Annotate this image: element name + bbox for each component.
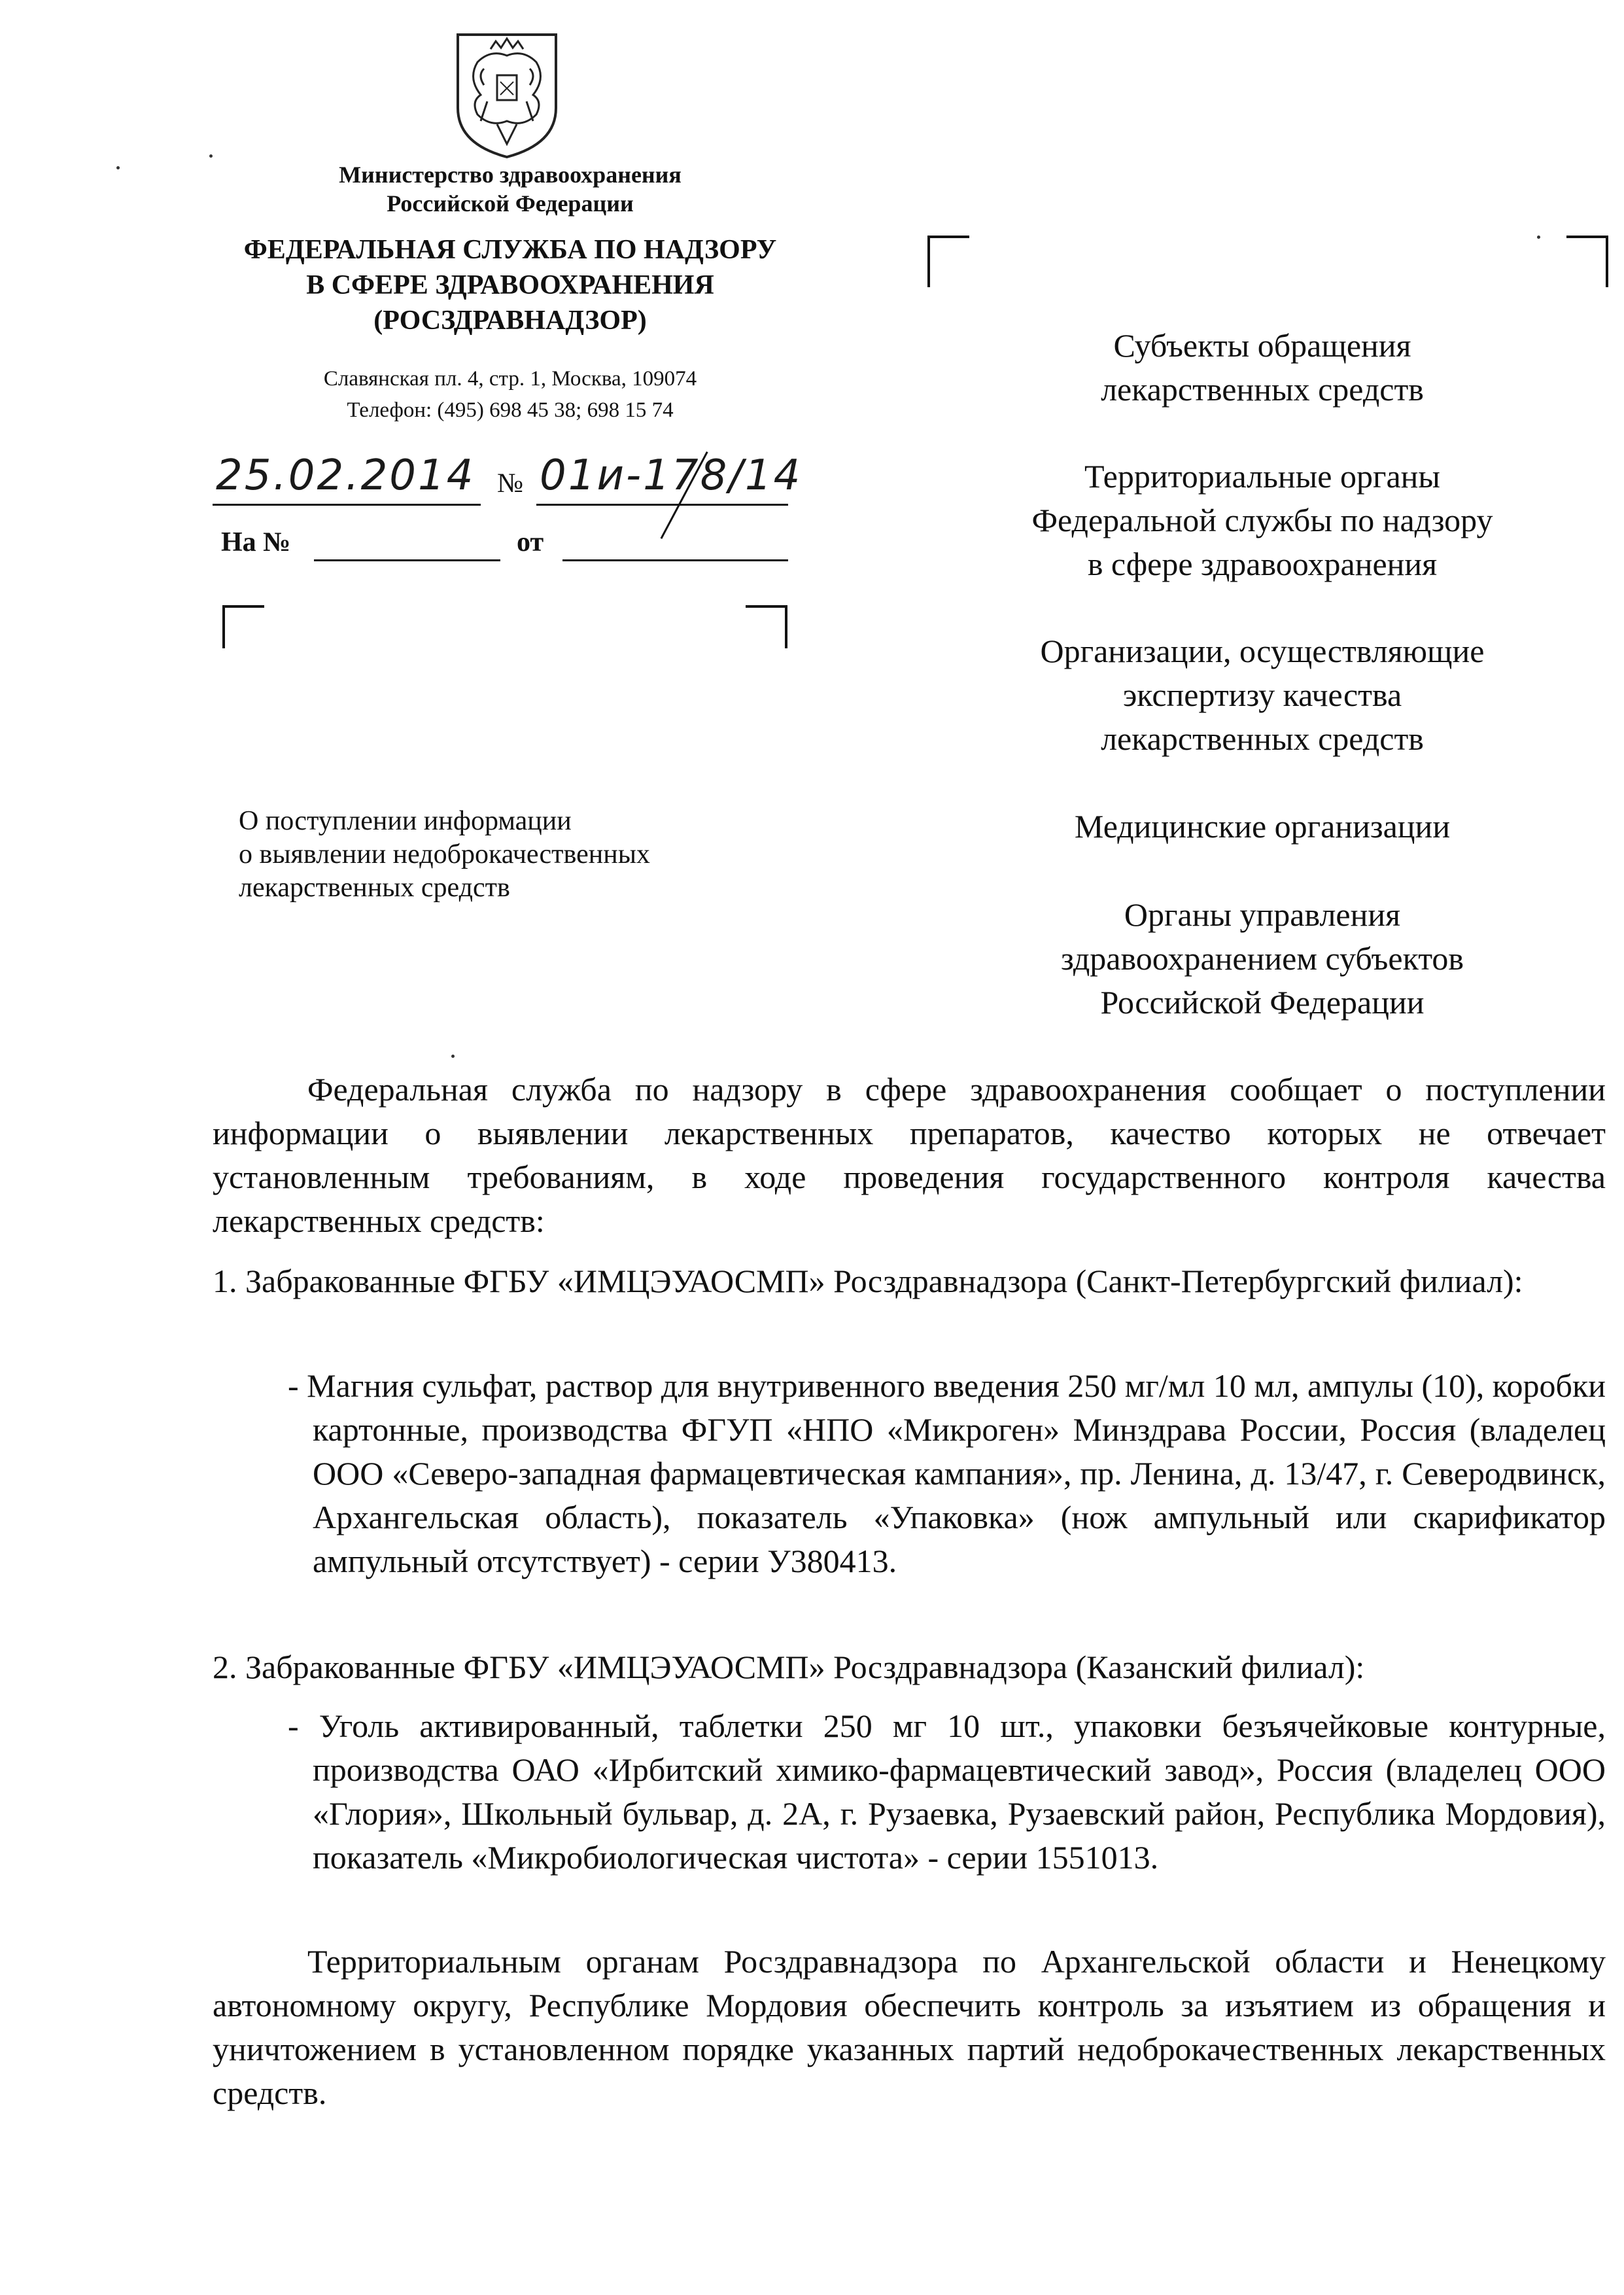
scan-speck: [116, 166, 120, 169]
recipient-corner-tl: [927, 236, 969, 287]
list-item-1-dash: -: [288, 1367, 299, 1404]
recipient-5-line-2: здравоохранением субъектов: [1060, 940, 1464, 977]
recipient-1-line-2: лекарственных средств: [1101, 371, 1424, 408]
ref-number-line: [314, 559, 500, 561]
number-label: №: [497, 468, 524, 499]
ministry-name: [249, 160, 772, 218]
intro-paragraph: Федеральная служба по надзору в сфере здравоохранения сообщает о поступлении информации о выявлении лекарственных препаратов, качество которых не отвечает установленным требованиям, в ходе проведения государственного контроля качества лекарственных средств:: [213, 1071, 1606, 1239]
list-item-2-dash: -: [288, 1708, 299, 1744]
list-item-1-number: 1.: [213, 1263, 237, 1299]
ministry-line-2: Российской Федерации: [387, 190, 634, 217]
list-item-1-detail-text: Магния сульфат, раствор для внутривенного введения 250 мг/мл 10 мл, ампулы (10), коробки картонные, производства ФГУП «НПО «Микроген» Минздрава России, Россия (владелец ООО «Северо-западная фармацевтическая кампания», пр. Ленина, д. 13/47, г. Северодвинск, Архангельская область), показатель «Упаковка» (нож ампульный или скарификатор ампульный отсутствует) - серии У380413.: [307, 1367, 1606, 1579]
recipient-2-line-1: Территориальные органы: [1084, 458, 1441, 495]
recipient-5-line-3: Российской Федерации: [1100, 984, 1425, 1021]
phone-line: Телефон: (495) 698 45 38; 698 15 74: [347, 398, 674, 422]
service-line-3: (РОСЗДРАВНАДЗОР): [373, 306, 647, 336]
recipient-block-3: [935, 629, 1589, 761]
recipient-2-line-3: в сфере здравоохранения: [1087, 546, 1438, 582]
letter-subject: [239, 805, 827, 905]
recipient-3-line-2: экспертизу качества: [1122, 676, 1402, 713]
recipient-block-4: [935, 805, 1589, 849]
registration-number: 01и-178/14: [540, 451, 803, 500]
scan-speck: [209, 154, 213, 158]
list-item-2-number: 2.: [213, 1649, 237, 1685]
recipient-3-line-3: лекарственных средств: [1101, 720, 1424, 757]
list-item-2-detail-text: Уголь активированный, таблетки 250 мг 10 шт., упаковки безъячейковые контурные, производства ОАО «Ирбитский химико-фармацевтический завод», Россия (владелец ООО «Глория», Школьный бульвар, д. 2А, г. Рузаевка, Рузаевский район, Республика Мордовия), показатель «Микробиологическая чистота» - серии 1551013.: [313, 1708, 1606, 1876]
subject-line-3: лекарственных средств: [239, 873, 510, 903]
left-block-corner-tl: [222, 605, 264, 648]
recipient-2-line-2: Федеральной службы по надзору: [1031, 502, 1493, 538]
coat-of-arms-icon: [451, 29, 562, 160]
recipient-4-line-1: Медицинские организации: [1074, 808, 1451, 845]
list-item-1-detail: [288, 1364, 1606, 1583]
recipient-3-line-1: Организации, осуществляющие: [1040, 633, 1485, 669]
list-item-2: [213, 1645, 1606, 1689]
recipient-block-1: [935, 324, 1589, 412]
ref-number-label: На №: [221, 527, 291, 557]
closing-paragraph: Территориальным органам Росздравнадзора по Архангельской области и Ненецкому автономному округу, Республике Мордовия обеспечить контроль за изъятием из обращения и уничтожением в установленном порядке указанных партий недоброкачественных лекарственных средств.: [213, 1943, 1606, 2111]
subject-line-1: О поступлении информации: [239, 806, 572, 836]
list-item-2-detail: [288, 1704, 1606, 1880]
registration-date: 25.02.2014: [216, 451, 475, 500]
recipient-corner-tr: [1566, 236, 1608, 287]
recipient-5-line-1: Органы управления: [1124, 896, 1401, 933]
address-line: Славянская пл. 4, стр. 1, Москва, 109074: [323, 367, 697, 391]
left-block-corner-tr: [746, 605, 787, 648]
service-line-2: В СФЕРЕ ЗДРАВООХРАНЕНИЯ: [306, 270, 714, 300]
scan-speck: [1537, 236, 1540, 239]
list-item-2-text: Забракованные ФГБУ «ИМЦЭУАОСМП» Росздравнадзора (Казанский филиал):: [245, 1649, 1365, 1685]
ref-from-line: [562, 559, 788, 561]
recipient-block-5: [935, 893, 1589, 1025]
scan-speck: [451, 1055, 455, 1058]
ministry-line-1: Министерство здравоохранения: [339, 162, 682, 188]
subject-line-2: о выявлении недоброкачественных: [239, 839, 650, 869]
recipient-1-line-1: Субъекты обращения: [1113, 327, 1411, 364]
date-underline: [213, 504, 481, 506]
list-item-1-text: Забракованные ФГБУ «ИМЦЭУАОСМП» Росздравнадзора (Санкт-Петербургский филиал):: [245, 1263, 1523, 1299]
recipient-block-2: [935, 455, 1589, 586]
service-name: [170, 232, 850, 338]
sender-address: [249, 363, 772, 426]
list-item-1: [213, 1259, 1606, 1303]
ref-from-label: от: [517, 527, 544, 557]
service-line-1: ФЕДЕРАЛЬНАЯ СЛУЖБА ПО НАДЗОРУ: [243, 235, 777, 265]
number-underline: [536, 504, 788, 506]
